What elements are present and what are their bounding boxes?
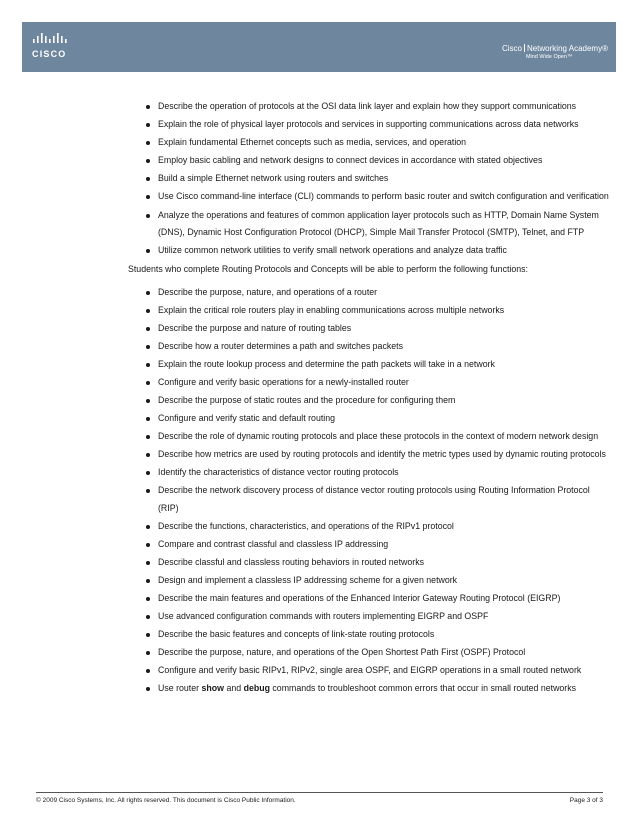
last-item-text-2: and	[224, 682, 244, 693]
academy-name-right: Networking Academy®	[526, 44, 608, 53]
academy-tagline: Mind Wide Open™	[525, 54, 573, 60]
debug-command: debug	[243, 682, 270, 693]
list-item: Describe the role of dynamic routing protocols and place these protocols in the context of modern network design	[158, 428, 610, 445]
list-item: Describe the purpose of static routes and the procedure for configuring them	[158, 392, 610, 409]
list-item: Utilize common network utilities to verify small network operations and analyze data traffic	[158, 242, 610, 259]
list-item: Identify the characteristics of distance vector routing protocols	[158, 464, 610, 481]
cisco-bars-icon	[32, 32, 80, 46]
list-item: Configure and verify basic operations for a newly-installed router	[158, 374, 610, 391]
page-content	[0, 98, 638, 698]
list-item: Describe how metrics are used by routing protocols and identify the metric types used by dynamic routing protocols	[158, 446, 610, 463]
list-item: Design and implement a classless IP addressing scheme for a given network	[158, 572, 610, 589]
list-item: Analyze the operations and features of common application layer protocols such as HTTP, Domain Name System (DNS), Dynamic Host Configuration Protocol (DHCP), Simple Mail Transfer Protocol (SMTP), Telnet, and FTP	[158, 207, 610, 242]
list-item: Build a simple Ethernet network using routers and switches	[158, 170, 610, 187]
list-item: Describe the purpose, nature, and operations of a router	[158, 284, 610, 301]
list-item: Describe the purpose and nature of routing tables	[158, 320, 610, 337]
objectives-list-1	[0, 98, 638, 259]
list-item: Describe how a router determines a path and switches packets	[158, 338, 610, 355]
objectives-list-2	[0, 284, 638, 697]
academy-separator	[524, 44, 525, 52]
list-item: Describe the operation of protocols at the OSI data link layer and explain how they support communications	[158, 98, 610, 115]
list-item: Configure and verify basic RIPv1, RIPv2, single area OSPF, and EIGRP operations in a small routed network	[158, 662, 610, 679]
list-item: Describe the main features and operations of the Enhanced Interior Gateway Routing Protocol (EIGRP)	[158, 590, 610, 607]
list-item: Describe the network discovery process of distance vector routing protocols using Routing Information Protocol (RIP)	[158, 482, 610, 517]
list-item: Employ basic cabling and network designs to connect devices in accordance with stated objectives	[158, 152, 610, 169]
list-item: Describe the functions, characteristics, and operations of the RIPv1 protocol	[158, 518, 610, 535]
list-item: Describe the purpose, nature, and operations of the Open Shortest Path First (OSPF) Protocol	[158, 644, 610, 661]
cisco-logo	[32, 32, 92, 62]
list-item: Describe classful and classless routing behaviors in routed networks	[158, 554, 610, 571]
last-item-text-1: Use router	[158, 682, 202, 693]
list-item: Compare and contrast classful and classless IP addressing	[158, 536, 610, 553]
list-item: Explain the route lookup process and determine the path packets will take in a network	[158, 356, 610, 373]
list-item: Explain the critical role routers play in enabling communications across multiple networks	[158, 302, 610, 319]
list-item: Configure and verify static and default routing	[158, 410, 610, 427]
footer-copyright: © 2009 Cisco Systems, Inc. All rights reserved. This document is Cisco Public Information.	[36, 797, 296, 804]
list-item: Use advanced configuration commands with routers implementing EIGRP and OSPF	[158, 608, 610, 625]
list-item: Explain the role of physical layer protocols and services in supporting communications across data networks	[158, 116, 610, 133]
last-item-text-3: commands to troubleshoot common errors that occur in small routed networks	[269, 682, 577, 693]
footer-divider	[36, 792, 603, 793]
list-item: Use Cisco command-line interface (CLI) commands to perform basic router and switch configuration and verification	[158, 188, 610, 205]
list-item: Explain fundamental Ethernet concepts such as media, services, and operation	[158, 134, 610, 151]
footer-page-number: Page 3 of 3	[569, 797, 603, 804]
show-command: show	[201, 682, 224, 693]
list-item-last	[158, 680, 610, 697]
academy-name-left: Cisco	[501, 44, 522, 53]
networking-academy-logo	[502, 44, 608, 61]
list-item: Describe the basic features and concepts of link-state routing protocols	[158, 626, 610, 643]
intro-paragraph: Students who complete Routing Protocols and Concepts will be able to perform the following functions:	[128, 264, 528, 275]
header-banner	[22, 22, 616, 72]
cisco-wordmark: CISCO	[32, 49, 67, 59]
